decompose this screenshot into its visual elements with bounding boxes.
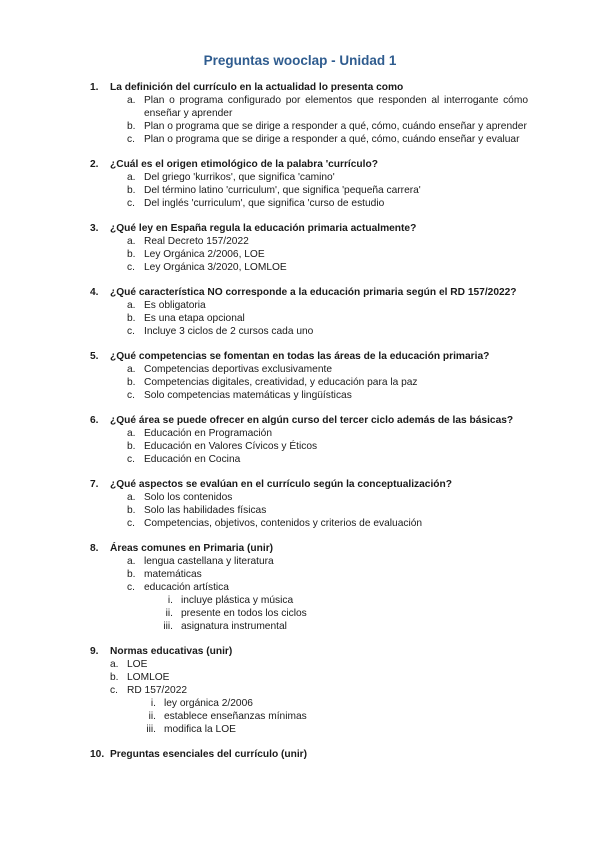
- question-number: 10.: [90, 749, 105, 760]
- question-number: 5.: [90, 351, 99, 362]
- subitem-number: ii.: [165, 608, 173, 619]
- option-item: [90, 325, 528, 338]
- option-letter: a.: [127, 556, 136, 567]
- option-item: [90, 363, 528, 376]
- option-item: [90, 568, 528, 581]
- option-item: [90, 555, 528, 568]
- option-item: [90, 427, 528, 440]
- option-letter: b.: [127, 505, 136, 516]
- question-text: ¿Cuál es el origen etimológico de la palabra 'currículo?: [110, 159, 378, 170]
- option-item: [90, 517, 528, 530]
- subitem-number: i.: [167, 595, 173, 606]
- option-letter: c.: [127, 582, 135, 593]
- question-text: Normas educativas (unir): [110, 646, 233, 657]
- option-list: [90, 235, 528, 274]
- option-text: Educación en Programación: [144, 428, 272, 439]
- question-5: [90, 350, 528, 402]
- option-text: Competencias digitales, creatividad, y educación para la paz: [144, 377, 418, 388]
- subitem: [90, 710, 528, 723]
- subitem-text: modifica la LOE: [164, 724, 236, 735]
- document-title: Preguntas wooclap - Unidad 1: [203, 53, 397, 68]
- subitem-text: presente en todos los ciclos: [181, 608, 307, 619]
- subitem-text: ley orgánica 2/2006: [164, 698, 253, 709]
- option-item: [90, 581, 528, 594]
- question-number: 6.: [90, 415, 99, 426]
- option-letter: b.: [127, 441, 136, 452]
- option-item: [90, 671, 528, 684]
- option-text: Solo los contenidos: [144, 492, 233, 503]
- question-number: 3.: [90, 223, 99, 234]
- option-text: Real Decreto 157/2022: [144, 236, 249, 247]
- subitem-number: i.: [150, 698, 156, 709]
- question-text: ¿Qué característica NO corresponde a la educación primaria según el RD 157/2022?: [110, 287, 517, 298]
- option-letter: b.: [127, 121, 136, 132]
- subitem: [90, 620, 528, 633]
- option-text: LOMLOE: [127, 672, 170, 683]
- option-text: LOE: [127, 659, 148, 670]
- question-number: 4.: [90, 287, 99, 298]
- option-text: Solo las habilidades físicas: [144, 505, 267, 516]
- option-item: [90, 376, 528, 389]
- question-text: ¿Qué aspectos se evalúan en el currículo según la conceptualización?: [110, 479, 452, 490]
- option-item: [90, 312, 528, 325]
- option-letter: c.: [127, 326, 135, 337]
- question-7: [90, 478, 528, 530]
- option-item: [90, 684, 528, 697]
- option-text: Plan o programa que se dirige a responder a qué, cómo, cuándo enseñar y evaluar: [144, 134, 520, 145]
- option-text: Competencias, objetivos, contenidos y criterios de evaluación: [144, 518, 423, 529]
- question-4: [90, 286, 528, 338]
- subitem: [90, 594, 528, 607]
- option-item: [90, 133, 528, 146]
- option-text: Solo competencias matemáticas y lingüísticas: [144, 390, 352, 401]
- option-item: [90, 94, 528, 120]
- option-letter: c.: [127, 454, 135, 465]
- subitem: [90, 723, 528, 736]
- option-letter: c.: [127, 518, 135, 529]
- option-letter: a.: [127, 428, 136, 439]
- option-letter: b.: [127, 569, 136, 580]
- question-8: [90, 542, 528, 633]
- option-list: [90, 363, 528, 402]
- option-item: [90, 453, 528, 466]
- question-number: 9.: [90, 646, 99, 657]
- question-10: [90, 748, 528, 761]
- option-list: [90, 658, 528, 736]
- option-letter: a.: [127, 364, 136, 375]
- option-text: Ley Orgánica 3/2020, LOMLOE: [144, 262, 287, 273]
- option-item: [90, 658, 528, 671]
- option-letter: c.: [127, 198, 135, 209]
- option-list: [90, 94, 528, 146]
- question-2: [90, 158, 528, 210]
- option-letter: a.: [127, 236, 136, 247]
- question-1: [90, 81, 528, 146]
- question-6: [90, 414, 528, 466]
- option-letter: b.: [127, 185, 136, 196]
- question-text: ¿Qué área se puede ofrecer en algún curso del tercer ciclo además de las básicas?: [110, 415, 514, 426]
- option-item: [90, 248, 528, 261]
- option-text: Ley Orgánica 2/2006, LOE: [144, 249, 265, 260]
- option-text: lengua castellana y literatura: [144, 556, 274, 567]
- option-text: Educación en Cocina: [144, 454, 241, 465]
- option-item: [90, 299, 528, 312]
- option-letter: a.: [127, 492, 136, 503]
- option-list: [90, 491, 528, 530]
- subitem-text: asignatura instrumental: [181, 621, 287, 632]
- option-letter: a.: [127, 300, 136, 311]
- option-text: Es una etapa opcional: [144, 313, 245, 324]
- subitem-text: establece enseñanzas mínimas: [164, 711, 307, 722]
- option-list: [90, 427, 528, 466]
- option-letter: b.: [110, 672, 119, 683]
- option-letter: c.: [127, 390, 135, 401]
- option-text: Es obligatoria: [144, 300, 206, 311]
- option-text: Del inglés 'curriculum', que significa 'curso de estudio: [144, 198, 385, 209]
- option-text: Competencias deportivas exclusivamente: [144, 364, 332, 375]
- option-letter: a.: [127, 172, 136, 183]
- option-item: [90, 171, 528, 184]
- option-item: [90, 504, 528, 517]
- option-item: [90, 235, 528, 248]
- subitem-number: iii.: [146, 724, 156, 735]
- option-item: [90, 491, 528, 504]
- question-text: La definición del currículo en la actualidad lo presenta como: [110, 82, 404, 93]
- question-number: 7.: [90, 479, 99, 490]
- option-letter: c.: [127, 134, 135, 145]
- option-item: [90, 120, 528, 133]
- question-text: ¿Qué competencias se fomentan en todas las áreas de la educación primaria?: [110, 351, 490, 362]
- option-text: Del griego 'kurrikos', que significa 'camino': [144, 172, 335, 183]
- question-text: ¿Qué ley en España regula la educación primaria actualmente?: [110, 223, 417, 234]
- option-item: [90, 389, 528, 402]
- option-item: [90, 197, 528, 210]
- option-text: matemáticas: [144, 569, 202, 580]
- option-letter: b.: [127, 377, 136, 388]
- subitem-number: iii.: [163, 621, 173, 632]
- option-text: Incluye 3 ciclos de 2 cursos cada uno: [144, 326, 314, 337]
- subitem: [90, 697, 528, 710]
- question-number: 8.: [90, 543, 99, 554]
- option-text: Plan o programa configurado por elementos que responden al interrogante cómo enseñar y aprender: [144, 95, 528, 119]
- option-letter: a.: [127, 95, 136, 106]
- option-letter: b.: [127, 313, 136, 324]
- option-text: educación artística: [144, 582, 229, 593]
- subitem-number: ii.: [148, 711, 156, 722]
- option-letter: b.: [127, 249, 136, 260]
- question-number: 1.: [90, 82, 99, 93]
- question-3: [90, 222, 528, 274]
- option-letter: a.: [110, 659, 119, 670]
- option-list: [90, 171, 528, 210]
- option-text: Del término latino 'curriculum', que significa 'pequeña carrera': [144, 185, 421, 196]
- option-item: [90, 440, 528, 453]
- subitem: [90, 607, 528, 620]
- question-text: Preguntas esenciales del currículo (unir): [110, 749, 308, 760]
- option-item: [90, 261, 528, 274]
- option-list: [90, 555, 528, 633]
- question-text: Áreas comunes en Primaria (unir): [110, 543, 274, 554]
- question-list: [90, 81, 528, 773]
- option-text: RD 157/2022: [127, 685, 188, 696]
- option-text: Educación en Valores Cívicos y Éticos: [144, 441, 318, 452]
- option-list: [90, 299, 528, 338]
- option-text: Plan o programa que se dirige a responder a qué, cómo, cuándo enseñar y aprender: [144, 121, 527, 132]
- option-letter: c.: [110, 685, 118, 696]
- option-letter: c.: [127, 262, 135, 273]
- question-number: 2.: [90, 159, 99, 170]
- subitem-text: incluye plástica y música: [181, 595, 294, 606]
- option-item: [90, 184, 528, 197]
- question-9: [90, 645, 528, 736]
